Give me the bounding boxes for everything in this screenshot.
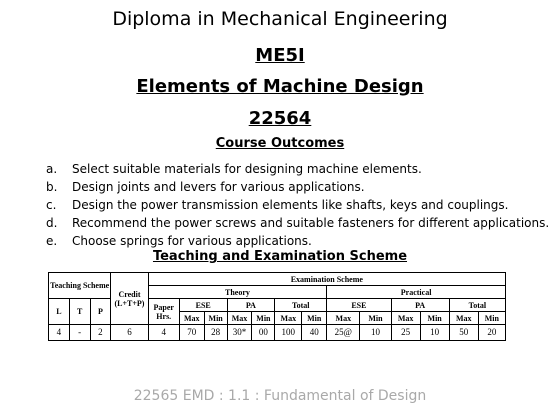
max-header: Max <box>449 312 478 325</box>
teaching-scheme-header: Teaching Scheme <box>49 273 111 299</box>
subject-number: 22564 <box>248 108 312 129</box>
max-header: Max <box>227 312 252 325</box>
max-header: Max <box>391 312 420 325</box>
max-header: Max <box>179 312 204 325</box>
practical-header: Practical <box>327 286 506 299</box>
practical-total-min: 20 <box>478 325 505 341</box>
theory-pa-header: PA <box>227 299 275 312</box>
outcome-letter: e. <box>46 234 58 248</box>
outcome-text: Recommend the power screws and suitable fasteners for different applications. <box>72 216 550 230</box>
outcome-letter: d. <box>46 216 58 230</box>
min-header: Min <box>360 312 391 325</box>
theory-ese-header: ESE <box>179 299 227 312</box>
theory-pa-max: 30* <box>227 325 252 341</box>
p-value: 2 <box>90 325 111 341</box>
min-header: Min <box>204 312 227 325</box>
diploma-title: Diploma in Mechanical Engineering <box>112 8 448 30</box>
outcome-text: Select suitable materials for designing machine elements. <box>72 162 422 176</box>
max-header: Max <box>327 312 360 325</box>
subject-title: Elements of Machine Design <box>136 76 424 97</box>
outcome-letter: b. <box>46 180 58 194</box>
practical-total-max: 50 <box>449 325 478 341</box>
credit-value: 6 <box>111 325 148 341</box>
examination-scheme-header: Examination Scheme <box>148 273 505 286</box>
theory-total-min: 40 <box>302 325 327 341</box>
outcome-text: Choose springs for various applications. <box>72 234 312 248</box>
teaching-examination-table <box>48 272 506 341</box>
min-header: Min <box>302 312 327 325</box>
min-header: Min <box>420 312 449 325</box>
outcome-text: Design the power transmission elements like shafts, keys and couplings. <box>72 198 509 212</box>
t-header: T <box>69 299 90 325</box>
practical-ese-min: 10 <box>360 325 391 341</box>
max-header: Max <box>275 312 302 325</box>
practical-pa-header: PA <box>391 299 449 312</box>
theory-ese-min: 28 <box>204 325 227 341</box>
outcome-text: Design joints and levers for various applications. <box>72 180 365 194</box>
t-value: - <box>69 325 90 341</box>
footer-text: 22565 EMD : 1.1 : Fundamental of Design <box>133 388 427 404</box>
theory-ese-max: 70 <box>179 325 204 341</box>
min-header: Min <box>252 312 275 325</box>
outcomes-heading: Course Outcomes <box>215 136 345 151</box>
outcome-letter: c. <box>46 198 57 212</box>
table-row <box>49 325 506 341</box>
course-code: ME5I <box>255 45 305 66</box>
outcome-letter: a. <box>46 162 58 176</box>
p-header: P <box>90 299 111 325</box>
paper-hrs-header: Paper Hrs. <box>148 299 179 325</box>
credit-header: Credit (L+T+P) <box>111 273 148 325</box>
l-value: 4 <box>49 325 70 341</box>
practical-ese-header: ESE <box>327 299 391 312</box>
theory-pa-min: 00 <box>252 325 275 341</box>
paper-hrs-value: 4 <box>148 325 179 341</box>
l-header: L <box>49 299 70 325</box>
practical-ese-max: 25@ <box>327 325 360 341</box>
theory-header: Theory <box>148 286 327 299</box>
min-header: Min <box>478 312 505 325</box>
practical-pa-min: 10 <box>420 325 449 341</box>
scheme-heading: Teaching and Examination Scheme <box>152 249 408 264</box>
theory-total-header: Total <box>275 299 327 312</box>
theory-total-max: 100 <box>275 325 302 341</box>
practical-pa-max: 25 <box>391 325 420 341</box>
practical-total-header: Total <box>449 299 505 312</box>
